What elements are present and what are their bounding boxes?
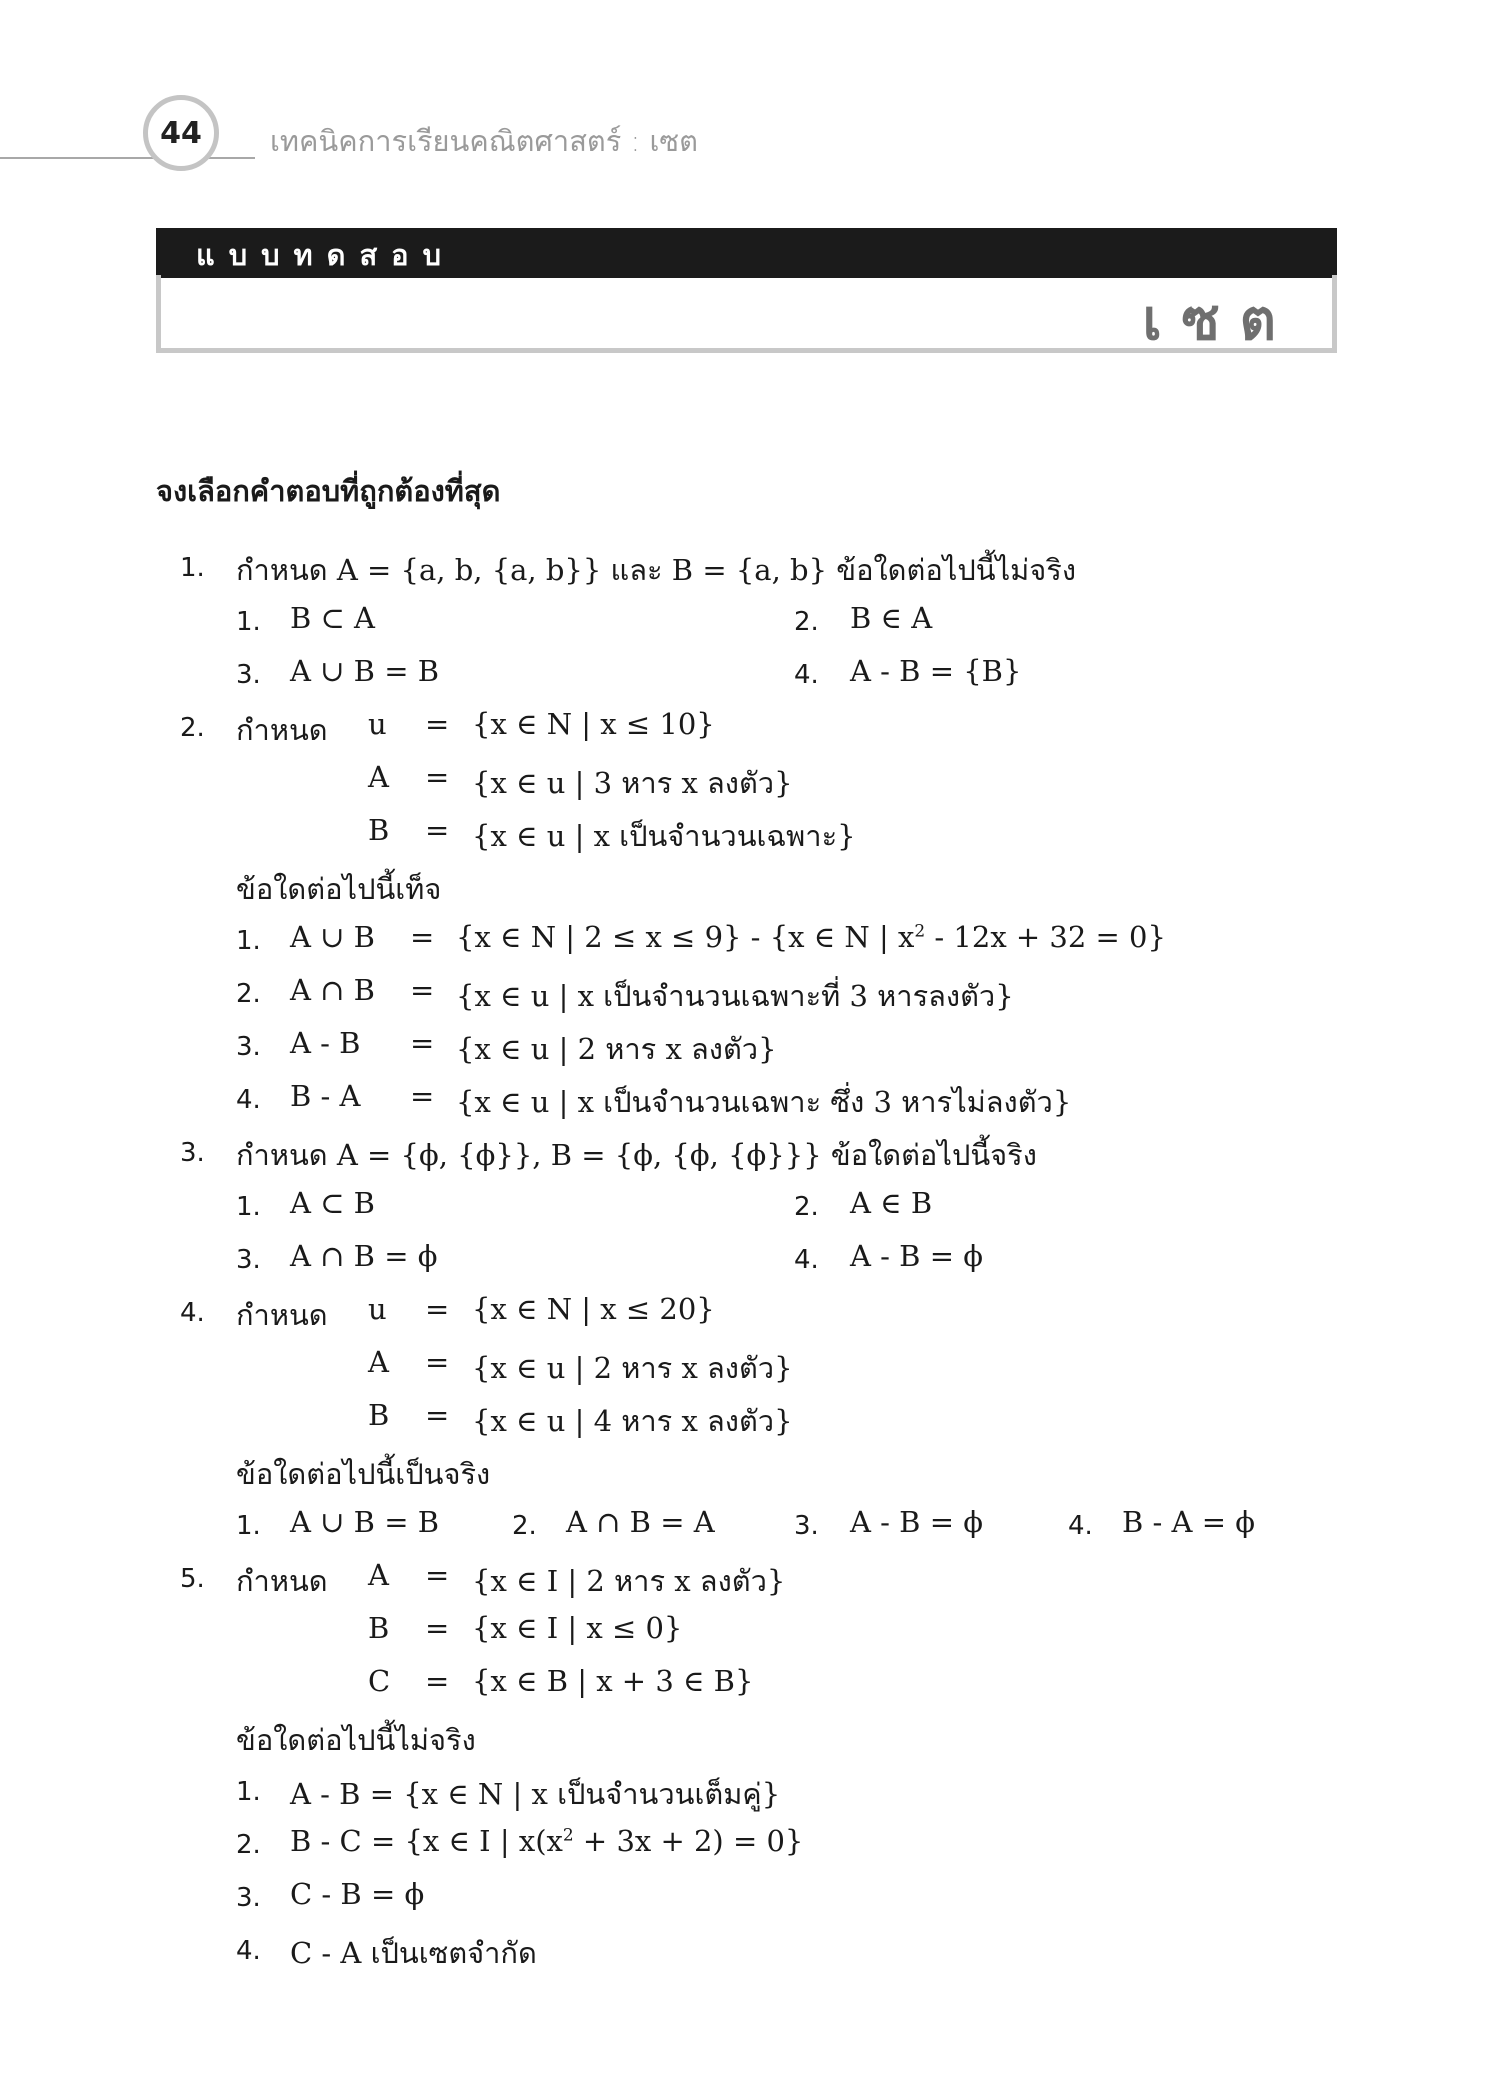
set-definition: {x ∈ N | x ≤ 20} (472, 1292, 715, 1326)
question-text: ข้อใดต่อไปนี้เป็นจริง (236, 1457, 491, 1491)
question-number: 5. (180, 1564, 205, 1594)
option-text: B - C = {x ∈ I | $x(x^2 + 3x + 2) = 0$} (290, 1824, 804, 1858)
option-text: A - B = ϕ (850, 1505, 983, 1539)
option-number: 4. (794, 660, 819, 690)
given-label: กำหนด (236, 1564, 328, 1598)
page-number-badge (143, 95, 219, 171)
running-title: เทคนิคการเรียนคณิตศาสตร์ : เซต (270, 124, 698, 158)
option-number: 2. (236, 979, 261, 1009)
option-text: C - A เป็นเซตจำกัด (290, 1936, 537, 1970)
option-text: B - A = ϕ (1122, 1505, 1255, 1539)
option-number: 2. (794, 607, 819, 637)
option-lhs: B - A (290, 1079, 361, 1113)
set-name: C (368, 1664, 391, 1698)
equals-sign: = (410, 920, 435, 954)
equals-sign: = (425, 1292, 450, 1326)
option-text: A - B = {x ∈ N | x เป็นจำนวนเต็มคู่} (290, 1777, 781, 1811)
option-rhs: {x ∈ u | x เป็นจำนวนเฉพาะ ซึ่ง 3 หารไม่ลงตัว} (456, 1085, 1072, 1119)
option-lhs: A - B (290, 1026, 361, 1060)
test-banner (156, 228, 1337, 278)
equals-sign: = (410, 973, 435, 1007)
option-lhs: A ∪ B (290, 920, 375, 954)
question-number: 3. (180, 1138, 205, 1168)
set-definition: {x ∈ B | x + 3 ∈ B} (472, 1664, 754, 1698)
question-number: 1. (180, 553, 205, 583)
equals-sign: = (425, 707, 450, 741)
option-number: 4. (236, 1085, 261, 1115)
set-name: B (368, 1611, 390, 1645)
question-stem: กำหนด A = {ϕ, {ϕ}}, B = {ϕ, {ϕ, {ϕ}}} ข้อใดต่อไปนี้จริง (236, 1138, 1037, 1172)
question-stem: กำหนด A = {a, b, {a, b}} และ B = {a, b} ข้อใดต่อไปนี้ไม่จริง (236, 553, 1076, 587)
instruction: จงเลือกคำตอบที่ถูกต้องที่สุด (156, 474, 501, 508)
question-number: 2. (180, 713, 205, 743)
equals-sign: = (410, 1079, 435, 1113)
option-number: 4. (794, 1245, 819, 1275)
page-number: 44 (160, 115, 202, 151)
option-number: 1. (236, 607, 261, 637)
option-text: A ∪ B = B (290, 1505, 440, 1539)
option-text: A - B = {B} (850, 654, 1022, 688)
option-text: A ∈ B (850, 1186, 933, 1220)
option-number: 3. (236, 1245, 261, 1275)
equals-sign: = (425, 760, 450, 794)
set-name: B (368, 813, 390, 847)
option-lhs: A ∩ B (290, 973, 375, 1007)
question-text: ข้อใดต่อไปนี้ไม่จริง (236, 1723, 476, 1757)
set-name: u (368, 707, 387, 741)
equals-sign: = (425, 813, 450, 847)
option-number: 1. (236, 1192, 261, 1222)
set-name: B (368, 1398, 390, 1432)
set-definition: {x ∈ u | 2 หาร x ลงตัว} (472, 1351, 793, 1385)
equals-sign: = (410, 1026, 435, 1060)
question-text: ข้อใดต่อไปนี้เท็จ (236, 872, 442, 906)
option-rhs: {x ∈ u | x เป็นจำนวนเฉพาะที่ 3 หารลงตัว} (456, 979, 1014, 1013)
question-number: 4. (180, 1298, 205, 1328)
set-name: A (368, 1345, 389, 1379)
option-number: 3. (236, 660, 261, 690)
set-definition: {x ∈ I | 2 หาร x ลงตัว} (472, 1564, 786, 1598)
title-box (156, 275, 1337, 353)
option-text: A ∪ B = B (290, 654, 440, 688)
option-number: 4. (236, 1936, 261, 1966)
set-name: u (368, 1292, 387, 1326)
set-definition: {x ∈ N | x ≤ 10} (472, 707, 715, 741)
set-definition: {x ∈ u | x เป็นจำนวนเฉพาะ} (472, 819, 856, 853)
option-text: B ⊂ A (290, 601, 375, 635)
set-definition: {x ∈ u | 3 หาร x ลงตัว} (472, 766, 793, 800)
option-number: 3. (236, 1032, 261, 1062)
option-number: 3. (236, 1883, 261, 1913)
option-text: A ⊂ B (290, 1186, 375, 1220)
option-number: 2. (794, 1192, 819, 1222)
option-text: C - B = ϕ (290, 1877, 425, 1911)
option-number: 2. (236, 1830, 261, 1860)
option-number: 1. (236, 1777, 261, 1807)
option-rhs: {x ∈ u | 2 หาร x ลงตัว} (456, 1032, 777, 1066)
equals-sign: = (425, 1345, 450, 1379)
set-definition: {x ∈ u | 4 หาร x ลงตัว} (472, 1404, 793, 1438)
set-name: A (368, 760, 389, 794)
equals-sign: = (425, 1398, 450, 1432)
option-number: 3. (794, 1511, 819, 1541)
equals-sign: = (425, 1558, 450, 1592)
option-number: 1. (236, 1511, 261, 1541)
header-rule (0, 157, 255, 159)
set-definition: {x ∈ I | x ≤ 0} (472, 1611, 683, 1645)
given-label: กำหนด (236, 1298, 328, 1332)
option-text: B ∈ A (850, 601, 933, 635)
option-text: A ∩ B = A (566, 1505, 715, 1539)
option-number: 4. (1068, 1511, 1093, 1541)
option-rhs: {x ∈ N | 2 ≤ x ≤ 9} - {x ∈ N | $x^2 - 12x + 32 = 0$} (456, 920, 1166, 954)
banner-label: แบบทดสอบ (196, 238, 455, 272)
chapter-title: เซต (1142, 288, 1296, 353)
option-number: 1. (236, 926, 261, 956)
option-text: A ∩ B = ϕ (290, 1239, 438, 1273)
given-label: กำหนด (236, 713, 328, 747)
option-text: A - B = ϕ (850, 1239, 983, 1273)
equals-sign: = (425, 1611, 450, 1645)
equals-sign: = (425, 1664, 450, 1698)
option-number: 2. (512, 1511, 537, 1541)
set-name: A (368, 1558, 389, 1592)
